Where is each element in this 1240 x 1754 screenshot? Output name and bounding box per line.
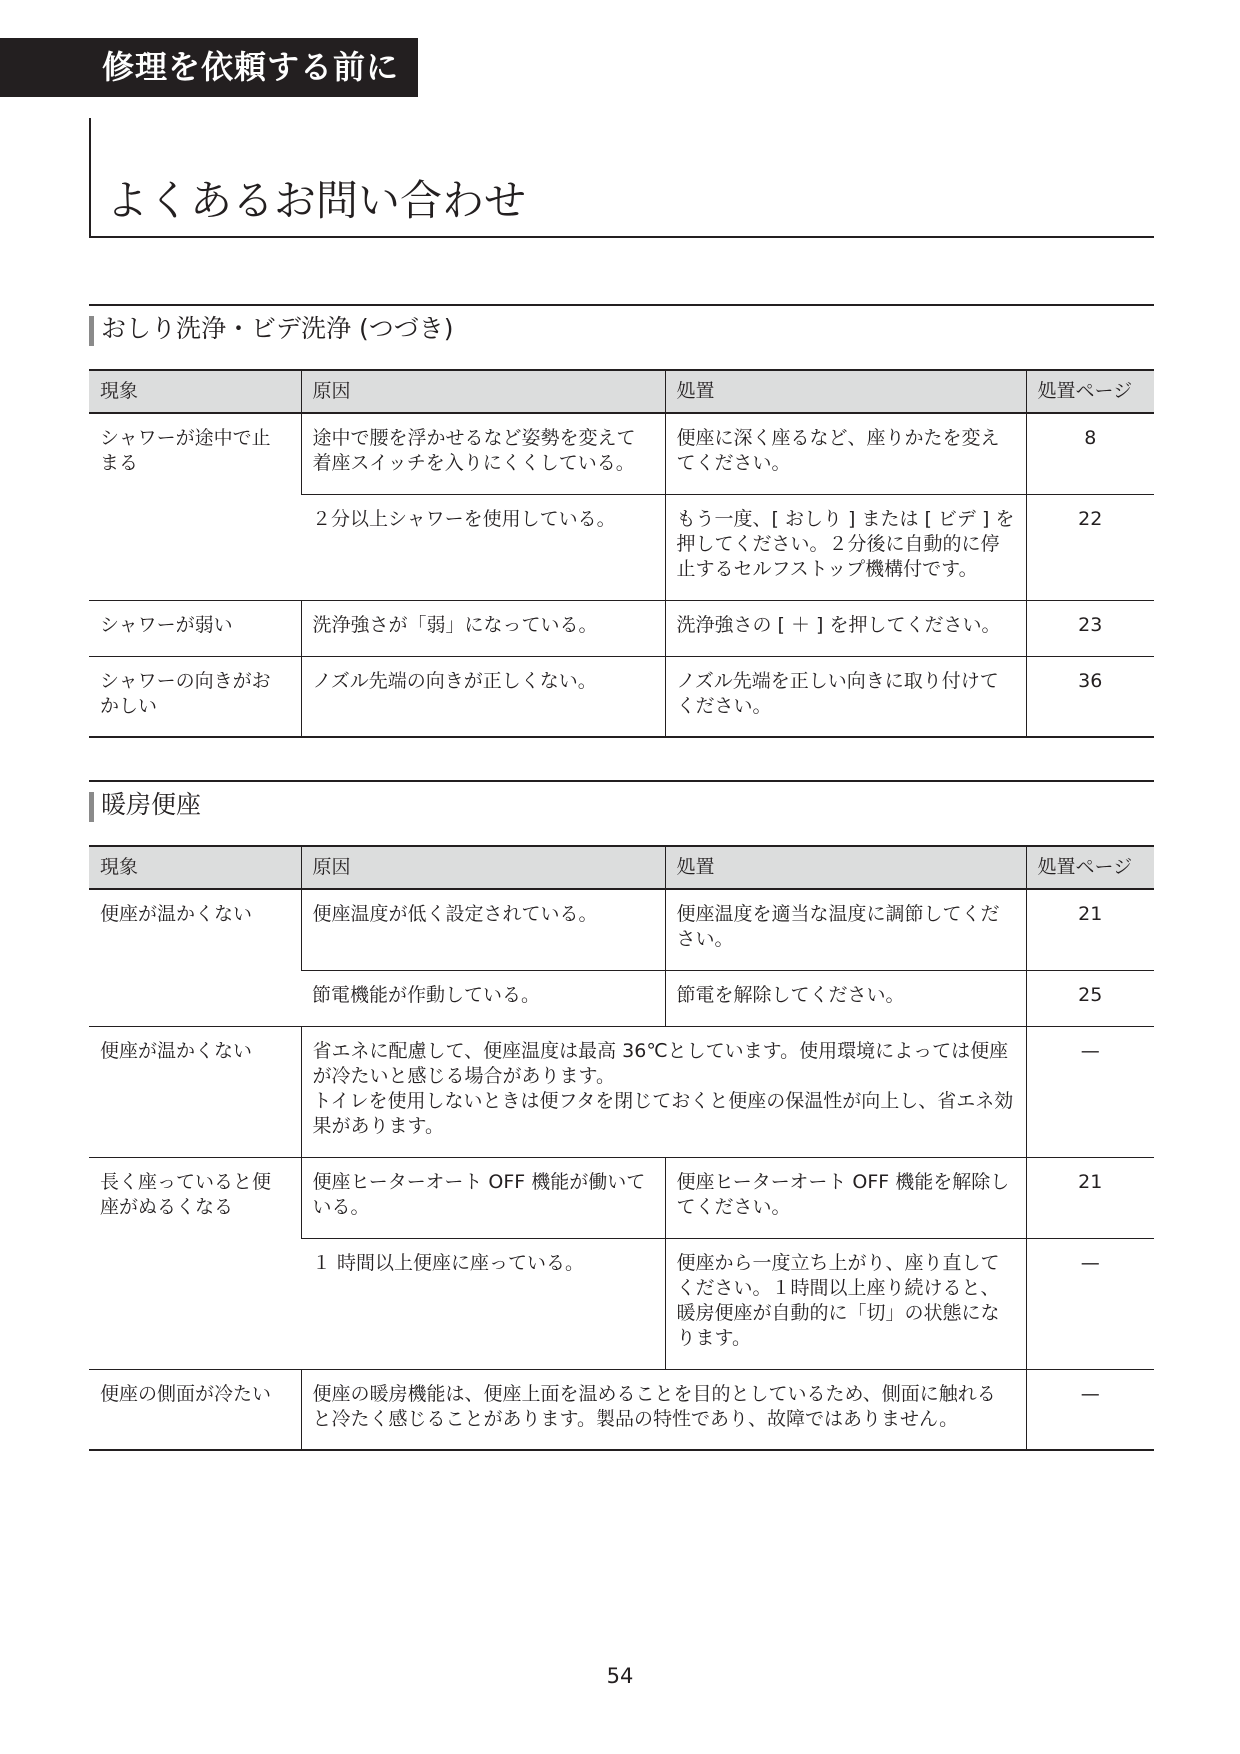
column-header-remedy: 処置 <box>665 370 1026 413</box>
page-title: よくあるお問い合わせ <box>106 175 527 225</box>
symptom-cell: 便座が温かくない <box>89 1026 301 1157</box>
page-ref-cell: — <box>1026 1369 1154 1450</box>
cause-cell: １ 時間以上便座に座っている。 <box>301 1238 665 1369</box>
section-heading <box>89 304 1154 369</box>
cause-cell: 節電機能が作動している。 <box>301 970 665 1026</box>
section-title: 暖房便座 <box>101 790 202 819</box>
symptom-cell: 長く座っていると便座がぬるくなる <box>89 1157 301 1369</box>
faq-table <box>89 369 1154 738</box>
page-ref-cell: 23 <box>1026 600 1154 656</box>
cause-cell: ノズル先端の向きが正しくない。 <box>301 656 665 737</box>
column-header-cause: 原因 <box>301 846 665 889</box>
symptom-cell: 便座の側面が冷たい <box>89 1369 301 1450</box>
symptom-cell: シャワーが途中で止まる <box>100 427 271 474</box>
table-header-row <box>89 370 1154 413</box>
remedy-cell: 洗浄強さの [ ＋ ] を押してください。 <box>665 600 1026 656</box>
page-ref-cell: — <box>1026 1238 1154 1369</box>
table-row <box>89 600 1154 656</box>
remedy-cell: 便座に深く座るなど、座りかたを変えてください。 <box>665 413 1026 494</box>
table-row <box>89 413 1154 494</box>
table-row <box>89 1157 1154 1238</box>
column-header-page: 処置ページ <box>1026 846 1154 889</box>
symptom-cell: シャワーが弱い <box>89 600 301 656</box>
cause-cell: 洗浄強さが「弱」になっている。 <box>301 600 665 656</box>
remedy-cell: もう一度、[ おしり ] または [ ビデ ] を押してください。２分後に自動的に停止するセルフストップ機構付です。 <box>665 494 1026 600</box>
table-row <box>89 1369 1154 1450</box>
remedy-cell: 便座ヒーターオート OFF 機能を解除してください。 <box>665 1157 1026 1238</box>
section-shower <box>89 304 1154 738</box>
remedy-cell: 便座から一度立ち上がり、座り直してください。１時間以上座り続けると、暖房便座が自動的に「切」の状態になります。 <box>665 1238 1026 1369</box>
cause-cell: 途中で腰を浮かせるなど姿勢を変えて着座スイッチを入りにくくしている。 <box>301 413 665 494</box>
title-block <box>89 118 1154 238</box>
page-ref-cell: 36 <box>1026 656 1154 737</box>
section-title: おしり洗浄・ビデ洗浄 (つづき) <box>101 314 454 343</box>
table-row <box>89 1026 1154 1157</box>
table-row <box>89 656 1154 737</box>
merged-explanation-cell: 便座の暖房機能は、便座上面を温めることを目的としているため、側面に触れると冷たく感じることがあります。製品の特性であり、故障ではありません。 <box>301 1369 1026 1450</box>
remedy-cell: 節電を解除してください。 <box>665 970 1026 1026</box>
cause-cell: 便座ヒーターオート OFF 機能が働いている。 <box>301 1157 665 1238</box>
column-header-cause: 原因 <box>301 370 665 413</box>
category-header: 修理を依頼する前に <box>0 38 418 97</box>
merged-explanation-cell: 省エネに配慮して、便座温度は最高 36℃としています。使用環境によっては便座が冷たいと感じる場合があります。 トイレを使用しないときは便フタを閉じておくと便座の保温性が向上し、省エネ効果があります。 <box>301 1026 1026 1157</box>
symptom-cell: 便座が温かくない <box>100 903 253 925</box>
remedy-cell: 便座温度を適当な温度に調節してください。 <box>665 889 1026 970</box>
faq-table <box>89 845 1154 1451</box>
column-header-symptom: 現象 <box>89 846 301 889</box>
section-heading <box>89 780 1154 845</box>
remedy-cell: ノズル先端を正しい向きに取り付けてください。 <box>665 656 1026 737</box>
column-header-symptom: 現象 <box>89 370 301 413</box>
column-header-page: 処置ページ <box>1026 370 1154 413</box>
column-header-remedy: 処置 <box>665 846 1026 889</box>
section-heated-seat <box>89 780 1154 1451</box>
cause-cell: ２分以上シャワーを使用している。 <box>301 494 665 600</box>
page-ref-cell: 21 <box>1026 1157 1154 1238</box>
page-ref-cell: 8 <box>1026 413 1154 494</box>
table-header-row <box>89 846 1154 889</box>
page-ref-cell: 22 <box>1026 494 1154 600</box>
page-number: 54 <box>606 1664 634 1688</box>
cause-cell: 便座温度が低く設定されている。 <box>301 889 665 970</box>
page-ref-cell: 21 <box>1026 889 1154 970</box>
symptom-cell: シャワーの向きがおかしい <box>89 656 301 737</box>
page-ref-cell: — <box>1026 1026 1154 1157</box>
page-ref-cell: 25 <box>1026 970 1154 1026</box>
table-row <box>89 889 1154 970</box>
